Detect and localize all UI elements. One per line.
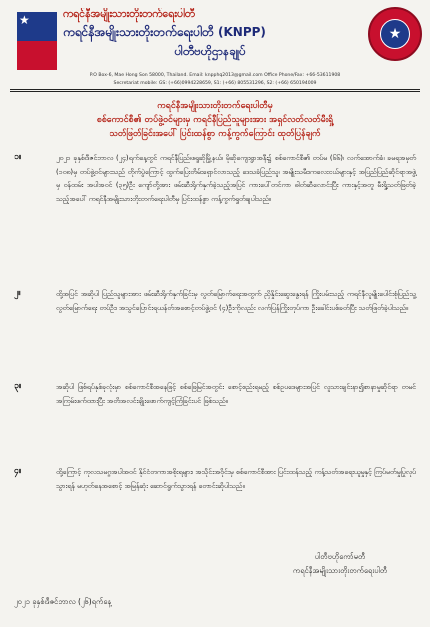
- paragraph-2: [14, 288, 416, 368]
- statement-title-line2: စစ်ကောင်စီ၏ တပ်ဖွဲ့ဝင်များမှ ကရင်နီပြည်သူများအား အရှင်လတ်လတ်မီးရှို့: [96, 115, 334, 125]
- paragraph-number: ၃။: [14, 381, 22, 391]
- paragraph-text: ၂၀၂၁ ခုနှစ်၊ဒီဇင်ဘာလ (၂၄)ရက်နေ့တွင် ကရင်နီပြည်၊ဖရူဆိုမြို့နယ်၊ မိုဆိုကျေးရွာအနီး၌ စစ်ကောင်စီ၏ တပ်မ (၆၆)၊ လက်အောက်ခံ၊ ခမရအမှတ် (၁၀၈)မှ တပ်ဖွဲ့ဝင်များသည် တိုက်ပွဲကြောင့် ထွက်ပြေးတိမ်းရှောင်လာသည့် ဒေသခံပြည်သူ၊ အမျိုးသမီး၊ကလေးငယ်များနှင့် အပြည်ပြည်ဆိုင်ရာအဖွဲ့မှ ဝန်ထမ်း အပါအဝင် (၃၅)ဦး ကျော်တို့အား ဖမ်းဆီးရိုက်နှက်ခဲ့သည့်အပြင် ကားပေါ်တင်ကာ ဓါတ်ဆီလောင်းပြီး ကားနှင့်အတူ မီးရှို့သတ်ဖြတ်ခဲ့သည့်အပေါ် ကရင်နီအမျိုးသားတိုးတက်ရေးပါတီမှ ပြင်းထန်စွာ ကန့်ကွက်ရှုတ်ချပါသည်။: [56, 154, 416, 203]
- paragraph-text: ထို့ကြောင့် ကုလသမဂ္ဂအပါအဝင် နိုင်ငံတကာအစိုးရများ၊ အသိုင်းအဝိုင်းမှ စစ်ကောင်စီအား ပြင်းထန်သည့် ကန့်သတ်အရေးယူမှုနှင့် ကြပ်မတ်မှုပြုလုပ်သွားရန် မဟုတ်နေအစောင့် အမြန်ဆုံး ဆောင်ရွက်သွားရန် တောင်းဆိုပါသည်။: [56, 468, 416, 490]
- paragraph-number: ၂။: [14, 288, 21, 298]
- org-name-line2: ကရင်နီအမျိုးသားတိုးတက်ရေးပါတီ (KNPP): [63, 25, 266, 39]
- letterhead: [0, 0, 430, 90]
- header-divider-secondary: [10, 91, 420, 92]
- seal-star-icon: ★: [380, 19, 410, 49]
- paragraph-1: [14, 152, 416, 262]
- paragraph-3: [14, 381, 416, 451]
- statement-title-line3: သတ်ဖြတ်ခြင်းအပေါ် ပြင်းထန်စွာ ကန့်ကွက်ကြောင်း ထုတ်ပြန်ချက်: [109, 129, 321, 139]
- org-name-line1: ကရင်နီအမျိုးသားတိုးတက်ရေးပါတီ: [63, 8, 195, 20]
- party-flag-icon: [17, 12, 57, 70]
- statement-title-line1: ကရင်နီအမျိုးသားတိုးတက်ရေးပါတီမှ: [157, 101, 273, 111]
- signature-committee: ပါတီဗဟိုကော်မတီ: [314, 552, 366, 561]
- paragraph-4: [14, 466, 416, 526]
- paragraph-number: ၄။: [14, 466, 22, 476]
- contact-phones: Secretariat mobile: GS: (+66)0994228659, S1: (+66) 805531296, S2: (+66) 650194009: [113, 81, 317, 86]
- paragraph-text: ထို့အပြင် အဆိုပါ ပြည်သူများအား ဖမ်းဆီးရိုက်နှက်ခြင်းမှ လွတ်မြောက်ရေးအတွက် ညှိနှိုင်းဆွေးနွေးရန် ကြိုးပမ်းသည့် ကရင်နီလူမျိုးပေါင်းစုံပြည်သူ့ လွတ်မြောက်ရေး တပ်ဦး၊ အသွင်ပြောင်းရယန်တ်အစောင့်တပ်ဖွဲ့ဝင် (၄)ဦးကိုလည်း လက်ပြန်ကြိုးတုပ်ကာ ဦးခေါင်းပစ်ခတ်ပြီး သတ်ဖြတ်ခဲ့ပါသည်။: [56, 290, 416, 312]
- contact-address: P.O Box-6, Mae Hong Son 58000, Thailand. Email: knpphq2013@gmail.com Office Phone/Fax: +66-53611908: [89, 73, 341, 78]
- signature-party: ကရင်နီအမျိုးသားတိုးတက်ရေးပါတီ: [292, 566, 388, 575]
- paragraph-text: အဆိုပါ ဖြစ်ရပ်နှစ်ခုလုံးမှာ စစ်ကောင်စီအနေဖြင့် စစ်ဖြေမြင်အတွင်း စောင့်စည်းရမည့် စစ်ဥပဒေများအပြင် လူသားချင်းနာ၍စာနာမှုဆိုင်ရာ တမင်အကြမ်းဖက်ထားပြီး အတိအလင်းချိုးဖောက်ကျင့်ကြံခြင်းပင် ဖြစ်သည်။: [56, 383, 416, 405]
- party-seal-logo: [368, 7, 422, 61]
- header-divider: [10, 89, 420, 90]
- paragraph-number: ၁။: [14, 152, 22, 162]
- statement-date: ၂၀၂၁ ခုနှစ်၊ဒီဇင်ဘာလ (၂၆)ရက်နေ့: [14, 597, 112, 606]
- org-headquarters: ပါတီဗဟိုဌာနချုပ်: [174, 44, 246, 58]
- flag-star-icon: ★: [19, 13, 30, 27]
